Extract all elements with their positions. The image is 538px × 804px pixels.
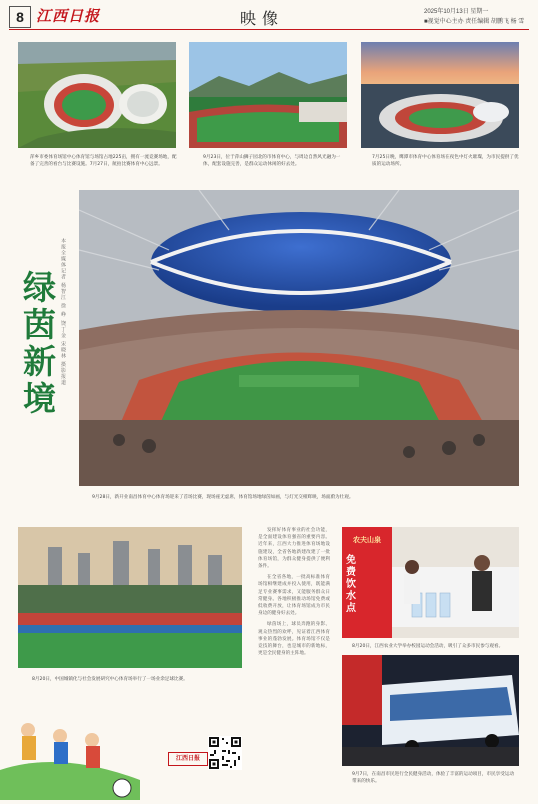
article-paragraph: 绿茵场上，球员奔跑的身影、观众热烈的欢呼，见证着江西体育事业的蓬勃发展。体育场馆不仅是竞技的舞台，也是城市的新地标，更是全民健身的主阵地。 — [258, 622, 330, 657]
photo-night-bus — [342, 655, 519, 766]
feature-title: 绿茵新境 — [18, 270, 57, 418]
caption-bottom-left: 8月20日，中国城镇化与社会发展研究中心体育场举行了一场业余足球比赛。 — [32, 677, 188, 682]
photo-stadium-main — [79, 190, 519, 486]
feature-byline: 本报全媒体记者 杨智江 徐 峥 饶丁金 宋晓林 摄影报道 — [60, 238, 66, 386]
section-title: 映像 — [240, 9, 285, 28]
caption-bottom-right-top: 8月20日，江西农业大学举办校园运动会活动，吸引了众多市民参与观看。 — [352, 644, 504, 649]
caption-stadium: 9月28日，新开业南昌体育中心体育场迎来了首场比赛，现场座无虚席，体育馆场地绿茵如画，与灯光交相辉映，场面蔚为壮观。 — [92, 495, 354, 500]
caption-top-mid: 9月23日，位于萍山狮子园北的市体育中心，与周边自然风光融为一体，配套设施完善，是群众运动休闲的好去处。 — [203, 155, 341, 167]
article-paragraph: 发挥好体育事业的社会功能，是全面建设体育强省的重要内容。近年来，江西大力推进体育场地设施建设，全省各地新建改建了一批体育场馆，为群众健身提供了便利条件。 — [258, 528, 330, 570]
editor-credits: ■视觉中心主办 责任编辑 胡鹏飞 杨 雪 — [424, 19, 525, 25]
page-header — [0, 0, 538, 30]
banner-sign: 农夫山泉 — [353, 536, 381, 544]
photo-stadium-mountains — [189, 42, 347, 148]
photo-stadium-dusk — [361, 42, 519, 148]
qr-code[interactable] — [208, 736, 242, 770]
free-water-sign: 免费饮水点 — [346, 555, 356, 614]
photo-stadium-aerial — [18, 42, 176, 148]
article-paragraph: 在全省各地，一批高标准体育场馆相继建成并投入使用，既能满足专业赛事需求，又能服务群众日常健身。各地积极推动场馆免费或低收费开放，让体育场馆成为市民身边的健身好去处。 — [258, 575, 330, 617]
caption-top-right: 7月25日晚，鹰潭市体育中心体育场在夜色中灯火璀璨，为市民提供了优质的运动场所。 — [372, 155, 519, 167]
footer-stamp: 江西日报 — [168, 752, 208, 766]
header-rule — [9, 29, 529, 30]
photo-free-water — [342, 527, 519, 638]
article-body — [258, 527, 330, 777]
issue-date: 2025年10月13日 星期一 — [424, 9, 489, 15]
caption-top-left: 萍乡市委体育场馆中心体育馆与场馆占地225亩，拥有一流竞赛场地，配备了完善的看台与比赛设施。7月27日，航拍比赛体育中心远景。 — [30, 155, 177, 167]
newspaper-logo: 江西日报 — [36, 7, 101, 25]
caption-bottom-right-bottom: 9月7日，在南昌市民进行全民健身活动，体验了丰富的运动项目，市民享受运动带来的快乐。 — [352, 772, 515, 784]
footer-illustration — [0, 700, 140, 800]
photo-city-stadium — [18, 527, 242, 668]
page-number: 8 — [9, 6, 31, 28]
